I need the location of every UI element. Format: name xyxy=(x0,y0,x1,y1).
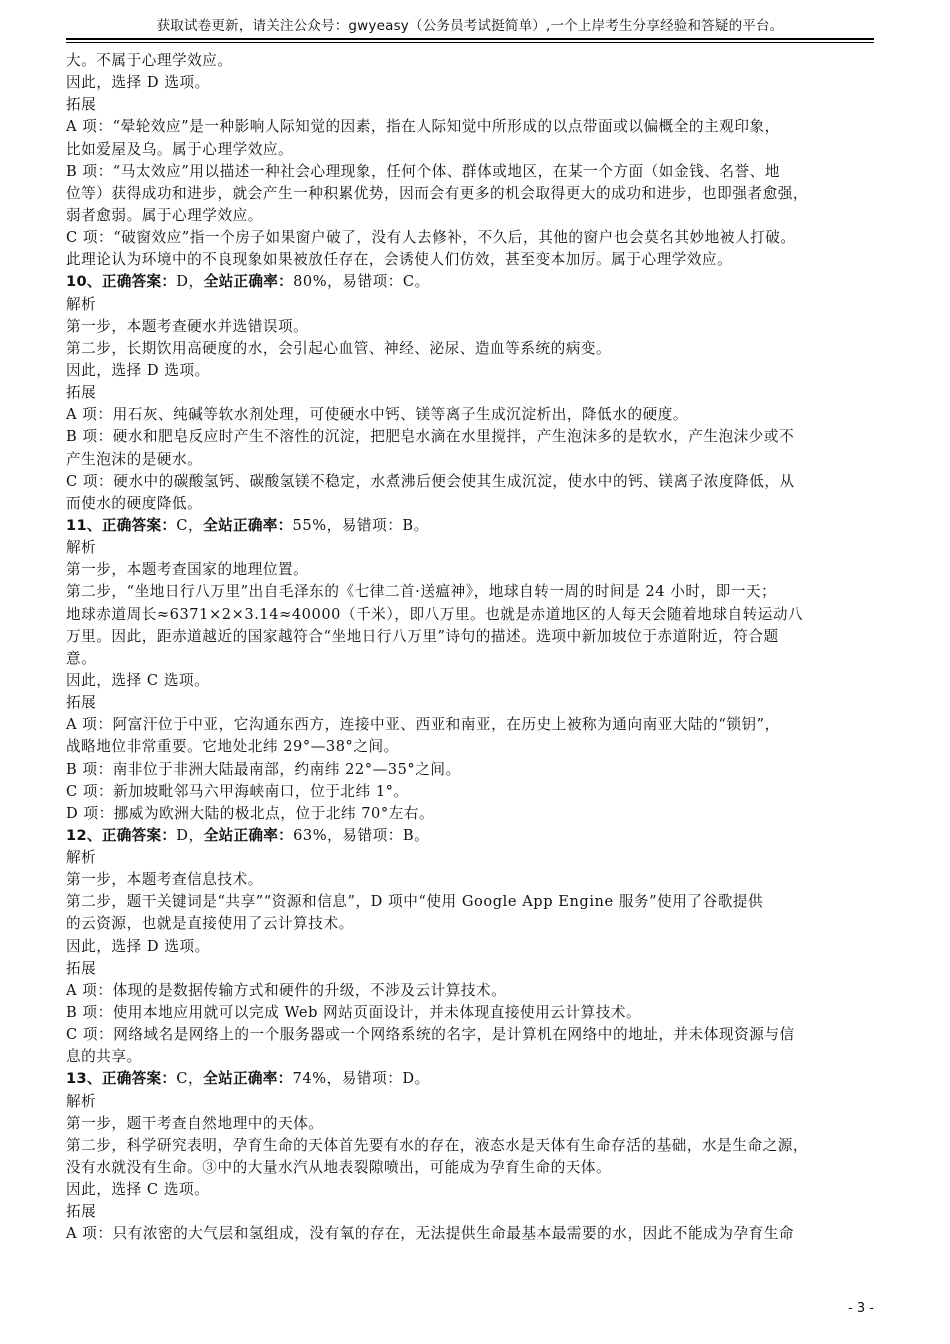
text-line: 第二步，科学研究表明，孕育生命的天体首先要有水的存在，液态水是天体有生命存活的基础，水是生命之源， xyxy=(66,1136,809,1154)
text-line: 战略地位非常重要。它地处北纬 29°—38°之间。 xyxy=(66,738,399,756)
accuracy-label: 全站正确率： xyxy=(203,273,294,291)
page-header: 获取试卷更新，请关注公众号：gwyeasy（公务员考试挺简单）,一个上岸考生分享经验和答疑的平台。 xyxy=(156,18,784,34)
accuracy-value: 80%，易错项：C。 xyxy=(293,273,430,291)
text-line: 此理论认为环境中的不良现象如果被放任存在，会诱使人们仿效，甚至变本加厉。属于心理学效应。 xyxy=(66,251,733,269)
text-line: 拓展 xyxy=(66,694,97,712)
text-line: 的云资源，也就是直接使用了云计算技术。 xyxy=(66,915,354,933)
answer-value: C， xyxy=(176,1070,204,1088)
text-line: 拓展 xyxy=(66,1203,97,1221)
question-number: 10、 xyxy=(66,273,102,291)
text-line: 息的共享。 xyxy=(66,1048,142,1066)
document-body xyxy=(66,50,874,1246)
text-line: 意。 xyxy=(66,649,97,667)
text-line: 没有水就没有生命。③中的大量水汽从地表裂隙喷出，可能成为孕育生命的天体。 xyxy=(66,1159,612,1177)
text-line: 拓展 xyxy=(66,384,97,402)
text-line: A 项：阿富汗位于中亚，它沟通东西方，连接中亚、西亚和南亚，在历史上被称为通向南亚大陆的“锁钥”， xyxy=(66,716,780,734)
text-line: 因此，选择 C 选项。 xyxy=(66,1181,210,1199)
text-line: 解析 xyxy=(66,539,97,557)
text-line: 因此，选择 C 选项。 xyxy=(66,671,210,689)
text-line: C 项：新加坡毗邻马六甲海峡南口，位于北纬 1°。 xyxy=(66,782,409,800)
answer-header-line xyxy=(66,825,874,847)
page-number: - 3 - xyxy=(848,1301,874,1316)
text-line: 因此，选择 D 选项。 xyxy=(66,361,210,379)
text-line: 拓展 xyxy=(66,96,97,114)
answer-label: 正确答案： xyxy=(101,273,177,291)
text-line: B 项：硬水和肥皂反应时产生不溶性的沉淀，把肥皂水滴在水里搅拌，产生泡沫多的是软水，产生泡沫少或不 xyxy=(66,428,795,446)
question-number: 13、 xyxy=(66,1070,102,1088)
text-line: C 项：硬水中的碳酸氢钙、碳酸氢镁不稳定，水煮沸后便会使其生成沉淀，使水中的钙、镁离子浓度降低，从 xyxy=(66,472,795,490)
answer-label: 正确答案： xyxy=(101,1070,177,1088)
accuracy-value: 55%，易错项：B。 xyxy=(292,516,429,534)
text-line: 第二步，长期饮用高硬度的水，会引起心血管、神经、泌尿、造血等系统的病变。 xyxy=(66,339,612,357)
answer-value: D， xyxy=(176,826,204,844)
text-line: C 项：“破窗效应”指一个房子如果窗户破了，没有人去修补，不久后，其他的窗户也会莫名其妙地被人打破。 xyxy=(66,229,796,247)
answer-value: C， xyxy=(176,516,204,534)
accuracy-label: 全站正确率： xyxy=(203,516,293,534)
answer-header-line xyxy=(66,515,874,537)
text-line: 地球赤道周长≈6371×2×3.14≈40000（千米），即八万里。也就是赤道地区的人每天会随着地球自转运动八 xyxy=(66,605,804,623)
text-line: A 项：“晕轮效应”是一种影响人际知觉的因素，指在人际知觉中所形成的以点带面或以偏概全的主观印象， xyxy=(66,118,780,136)
text-line: 解析 xyxy=(66,849,97,867)
header-rule-thick xyxy=(66,38,874,40)
text-line: A 项：只有浓密的大气层和氢组成，没有氧的存在，无法提供生命最基本最需要的水，因此不能成为孕育生命 xyxy=(66,1225,795,1243)
text-line: 万里。因此，距赤道越近的国家越符合“坐地日行八万里”诗句的描述。选项中新加坡位于赤道附近，符合题 xyxy=(66,627,779,645)
text-line: A 项：用石灰、纯碱等软水剂处理，可使硬水中钙、镁等离子生成沉淀析出，降低水的硬度。 xyxy=(66,406,689,424)
question-number: 12、 xyxy=(66,826,102,844)
accuracy-label: 全站正确率： xyxy=(203,826,294,844)
text-line: 第一步，题干考查自然地理中的天体。 xyxy=(66,1114,324,1132)
answer-header-line xyxy=(66,271,874,293)
text-line: 而使水的硬度降低。 xyxy=(66,494,203,512)
text-line: 解析 xyxy=(66,295,97,313)
text-line: 第一步，本题考查国家的地理位置。 xyxy=(66,561,309,579)
text-line: 位等）获得成功和进步，就会产生一种积累优势，因而会有更多的机会取得更大的成功和进步，也即强者愈强， xyxy=(66,184,809,202)
text-line: A 项：体现的是数据传输方式和硬件的升级，不涉及云计算技术。 xyxy=(66,981,507,999)
text-line: 因此，选择 D 选项。 xyxy=(66,937,210,955)
question-number: 11、 xyxy=(66,516,102,534)
text-line: 第一步，本题考查硬水并选错误项。 xyxy=(66,317,309,335)
text-line: 第二步，题干关键词是“共享”“资源和信息”，D 项中“使用 Google App Engine 服务”使用了谷歌提供 xyxy=(66,893,764,911)
text-line: B 项：“马太效应”用以描述一种社会心理现象，任何个体、群体或地区，在某一个方面（如金钱、名誉、地 xyxy=(66,162,780,180)
text-line: 产生泡沫的是硬水。 xyxy=(66,450,203,468)
answer-header-line xyxy=(66,1068,874,1090)
text-line: 拓展 xyxy=(66,959,97,977)
answer-label: 正确答案： xyxy=(101,516,177,534)
text-line: 弱者愈弱。属于心理学效应。 xyxy=(66,206,263,224)
text-line: C 项：网络域名是网络上的一个服务器或一个网络系统的名字，是计算机在网络中的地址，并未体现资源与信 xyxy=(66,1026,795,1044)
text-line: B 项：南非位于非洲大陆最南部，约南纬 22°—35°之间。 xyxy=(66,760,461,778)
text-line: 因此，选择 D 选项。 xyxy=(66,74,210,92)
answer-value: D， xyxy=(176,273,204,291)
accuracy-value: 74%，易错项：D。 xyxy=(292,1070,430,1088)
header-rule-thin xyxy=(66,42,874,43)
accuracy-value: 63%，易错项：B。 xyxy=(293,826,430,844)
text-line: 第一步，本题考查信息技术。 xyxy=(66,871,263,889)
text-line: 大。不属于心理学效应。 xyxy=(66,52,233,69)
accuracy-label: 全站正确率： xyxy=(203,1070,293,1088)
text-line: 解析 xyxy=(66,1092,97,1110)
text-line: D 项：挪威为欧洲大陆的极北点，位于北纬 70°左右。 xyxy=(66,804,435,822)
text-line: B 项：使用本地应用就可以完成 Web 网站页面设计，并未体现直接使用云计算技术。 xyxy=(66,1004,642,1022)
text-line: 比如爱屋及乌。属于心理学效应。 xyxy=(66,140,294,158)
answer-label: 正确答案： xyxy=(101,826,177,844)
text-line: 第二步，“坐地日行八万里”出自毛泽东的《七律二首·送瘟神》，地球自转一周的时间是 24 小时，即一天； xyxy=(66,583,777,601)
